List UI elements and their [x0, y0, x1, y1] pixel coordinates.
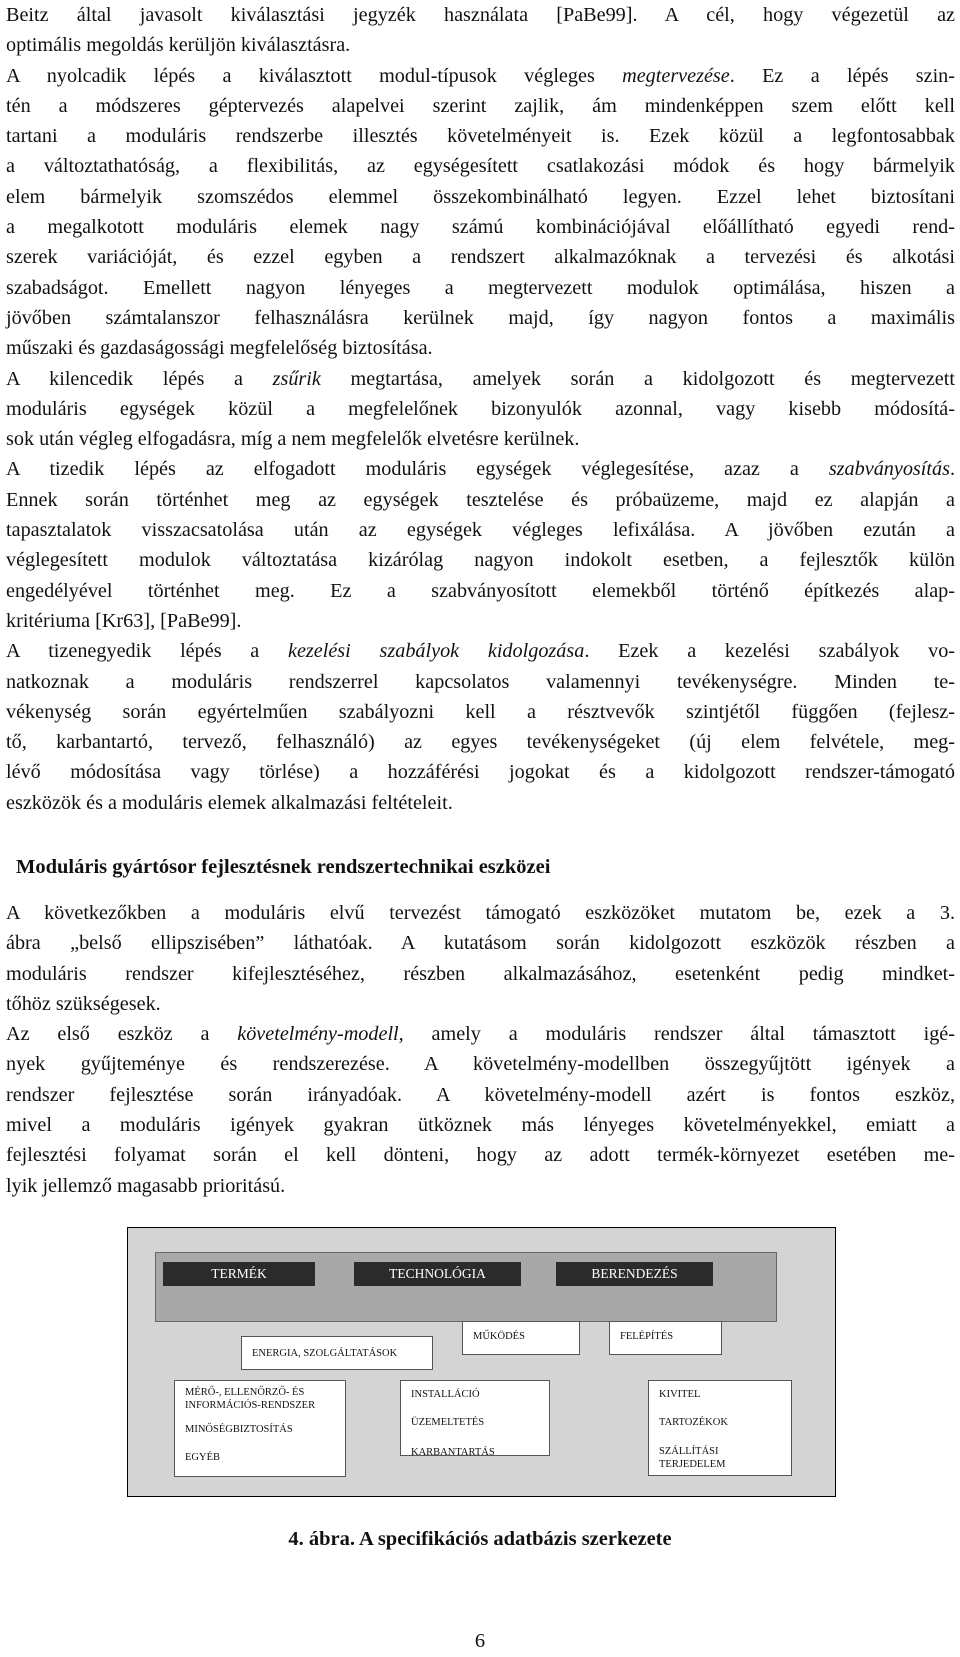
text-line — [6, 454, 955, 484]
text-line: engedélyével történhet meg. Ez a szabványosított elemekből történő építkezés alap- — [6, 579, 955, 602]
paragraph — [6, 0, 955, 61]
text-line: véglegesített modulok változtatása kizárólag nagyon indokolt esetben, a fejlesztők külön — [6, 549, 955, 572]
paragraph — [6, 1019, 955, 1201]
text-run: . Ez a lépés szin- — [729, 64, 955, 87]
diagram-box-termek: TERMÉK — [163, 1262, 315, 1286]
text-run: Az első eszköz a — [6, 1023, 238, 1046]
text-line: műszaki és gazdaságossági megfelelőség biztosítása. — [6, 337, 433, 360]
text-line — [6, 364, 955, 394]
paragraph — [6, 636, 955, 818]
paragraph — [6, 364, 955, 455]
text-line: A következőkben a moduláris elvű tervezést támogató eszközöket mutatom be, ezek a 3. — [6, 902, 955, 924]
text-line: fejlesztési folyamat során el kell dönteni, hogy az adott termék-környezet esetében me- — [6, 1144, 955, 1167]
emphasized-term: megtervezése — [622, 64, 730, 87]
left-box-item-3: EGYÉB — [185, 1452, 220, 1463]
emphasized-term: kezelési szabályok kidolgozása — [288, 640, 585, 663]
middle-box-item-3: KARBANTARTÁS — [411, 1447, 495, 1458]
text-line: jövőben számtalanszor felhasználásra kerülnek majd, így nagyon fontos a maximális — [6, 306, 955, 329]
left-box-item-1: MÉRŐ-, ELLENŐRZŐ- ÉS INFORMÁCIÓS-RENDSZER — [185, 1387, 316, 1411]
text-run: A tizedik lépés az elfogadott moduláris egységek véglegesítése, azaz a — [6, 458, 829, 481]
diagram-box-technologia: TECHNOLÓGIA — [354, 1262, 521, 1286]
emphasized-term: szabványosítás — [828, 458, 950, 481]
text-line: szabadságot. Emellett nagyon lényeges a megtervezett modulok optimálása, hiszen a — [6, 276, 955, 299]
text-run: A nyolcadik lépés a kiválasztott modul-típusok végleges — [6, 64, 623, 87]
text-line: nyek gyűjteménye és rendszerezése. A követelmény-modellben összegyűjtött igények a — [6, 1053, 955, 1076]
diagram-box-berendezes: BERENDEZÉS — [556, 1262, 713, 1286]
diagram-box-felepites — [609, 1321, 722, 1355]
text-line: rendszer fejlesztése során irányadóak. A követelmény-modell azért is fontos eszköz, — [6, 1083, 955, 1106]
emphasized-term: zsűrik — [272, 367, 321, 390]
text-line: Beitz által javasolt kiválasztási jegyzék használata [PaBe99]. A cél, hogy végezetül az — [6, 4, 955, 26]
text-run: A kilencedik lépés a — [6, 367, 273, 390]
middle-box-item-1: INSTALLÁCIÓ — [411, 1389, 480, 1400]
text-line: mivel a moduláris igények gyakran ütköznek más lényeges követelményekkel, emiatt a — [6, 1114, 955, 1137]
text-line: tartani a moduláris rendszerbe illesztés követelményeit is. Ezek közül a legfontosabbak — [6, 125, 955, 148]
figure-caption: 4. ábra. A specifikációs adatbázis szerkezete — [288, 1528, 672, 1550]
middle-box-item-2: ÜZEMELTETÉS — [411, 1417, 485, 1428]
text-line — [6, 1019, 955, 1049]
text-line: lévő módosítása vagy törlése) a hozzáférési jogokat és a kidolgozott rendszer-támogató — [6, 761, 955, 784]
text-run: . Ezek a kezelési szabályok vo- — [584, 640, 956, 663]
paragraph — [6, 454, 955, 636]
text-line: tő, karbantartó, tervező, felhasználó) az egyes tevékenységeket (új elem felvétele, meg- — [6, 731, 955, 754]
text-line: a megalkotott moduláris elemek nagy számú kombinációjával előállítható egyedi rend- — [6, 216, 955, 239]
diagram-box-right — [648, 1380, 792, 1476]
text-line: moduláris egységek közül a megfelelőnek bizonyulók azonnal, vagy kisebb módosítá- — [6, 397, 955, 420]
text-line: elem bármelyik szomszédos elemmel összekombinálható legyen. Ezzel lehet biztosítani — [6, 185, 955, 208]
text-line: moduláris rendszer kifejlesztéséhez, részben alkalmazásához, esetenként pedig mindket- — [6, 962, 955, 985]
text-line: tapasztalatok visszacsatolása után az egységek végleges lefixálása. A jövőben ezután a — [6, 519, 955, 542]
diagram-box-mukodes — [462, 1321, 580, 1355]
energia-label: ENERGIA, SZOLGÁLTATÁSOK — [252, 1348, 398, 1359]
text-line: eszközök és a moduláris elemek alkalmazási feltételeit. — [6, 791, 453, 814]
right-box-item-2: TARTOZÉKOK — [659, 1417, 728, 1428]
text-run: A tizenegyedik lépés a — [6, 640, 288, 663]
text-line: sok után végleg elfogadásra, míg a nem megfelelők elvetésre kerülnek. — [6, 428, 580, 451]
paragraph — [6, 898, 955, 1019]
text-line: vékenység során egyértelműen szabályozni kell a résztvevők szintjétől függően (fejlesz- — [6, 700, 955, 723]
right-box-item-1: KIVITEL — [659, 1389, 701, 1400]
text-line — [6, 636, 955, 666]
text-line: natkoznak a moduláris rendszerrel kapcsolatos valamennyi tevékenységre. Minden te- — [6, 670, 955, 693]
text-line — [6, 61, 955, 91]
text-block-bottom — [6, 898, 955, 1201]
emphasized-term: követelmény-modell — [237, 1023, 399, 1046]
felepites-label: FELÉPÍTÉS — [620, 1331, 674, 1342]
text-run: , amely a moduláris rendszer által támasztott igé- — [398, 1023, 955, 1046]
paragraph — [6, 61, 955, 364]
text-line: lyik jellemző magasabb prioritású. — [6, 1174, 286, 1197]
text-line: optimális megoldás kerüljön kiválasztásra. — [6, 34, 351, 57]
text-line: ábra „belső ellipszisében” láthatóak. A kutatásom során kidolgozott eszközök részben a — [6, 932, 955, 955]
diagram-box-energia — [241, 1336, 433, 1370]
text-line: a változtathatóság, a flexibilitás, az egységesített csatlakozási módok és hogy bármelyik — [6, 155, 955, 178]
text-line: szerek variációját, és ezzel egyben a rendszert alkalmazóknak a tervezési és alkotási — [6, 246, 955, 269]
right-box-item-3: SZÁLLÍTÁSI TERJEDELEM — [659, 1446, 726, 1470]
text-run: . — [949, 458, 955, 481]
section-heading: Moduláris gyártósor fejlesztésnek rendszertechnikai eszközei — [16, 856, 551, 878]
text-line: Ennek során történhet meg az egységek tesztelése és próbaüzeme, majd ez alapján a — [6, 488, 955, 511]
left-box-item-2: MINŐSÉGBIZTOSÍTÁS — [185, 1424, 293, 1435]
text-line: tőhöz szükségesek. — [6, 992, 161, 1015]
diagram-box-middle — [400, 1380, 550, 1456]
text-run: megtartása, amelyek során a kidolgozott és megtervezett — [320, 367, 955, 390]
text-line: tén a módszeres géptervezés alapelvei szerint zajlik, ám mindenképpen szem előtt kell — [6, 94, 955, 117]
page-number: 6 — [474, 1630, 486, 1652]
mukodes-label: MŰKÖDÉS — [473, 1331, 525, 1342]
text-block-top — [6, 0, 955, 818]
text-line: kritériuma [Kr63], [PaBe99]. — [6, 609, 242, 632]
diagram-box-left — [174, 1380, 346, 1477]
